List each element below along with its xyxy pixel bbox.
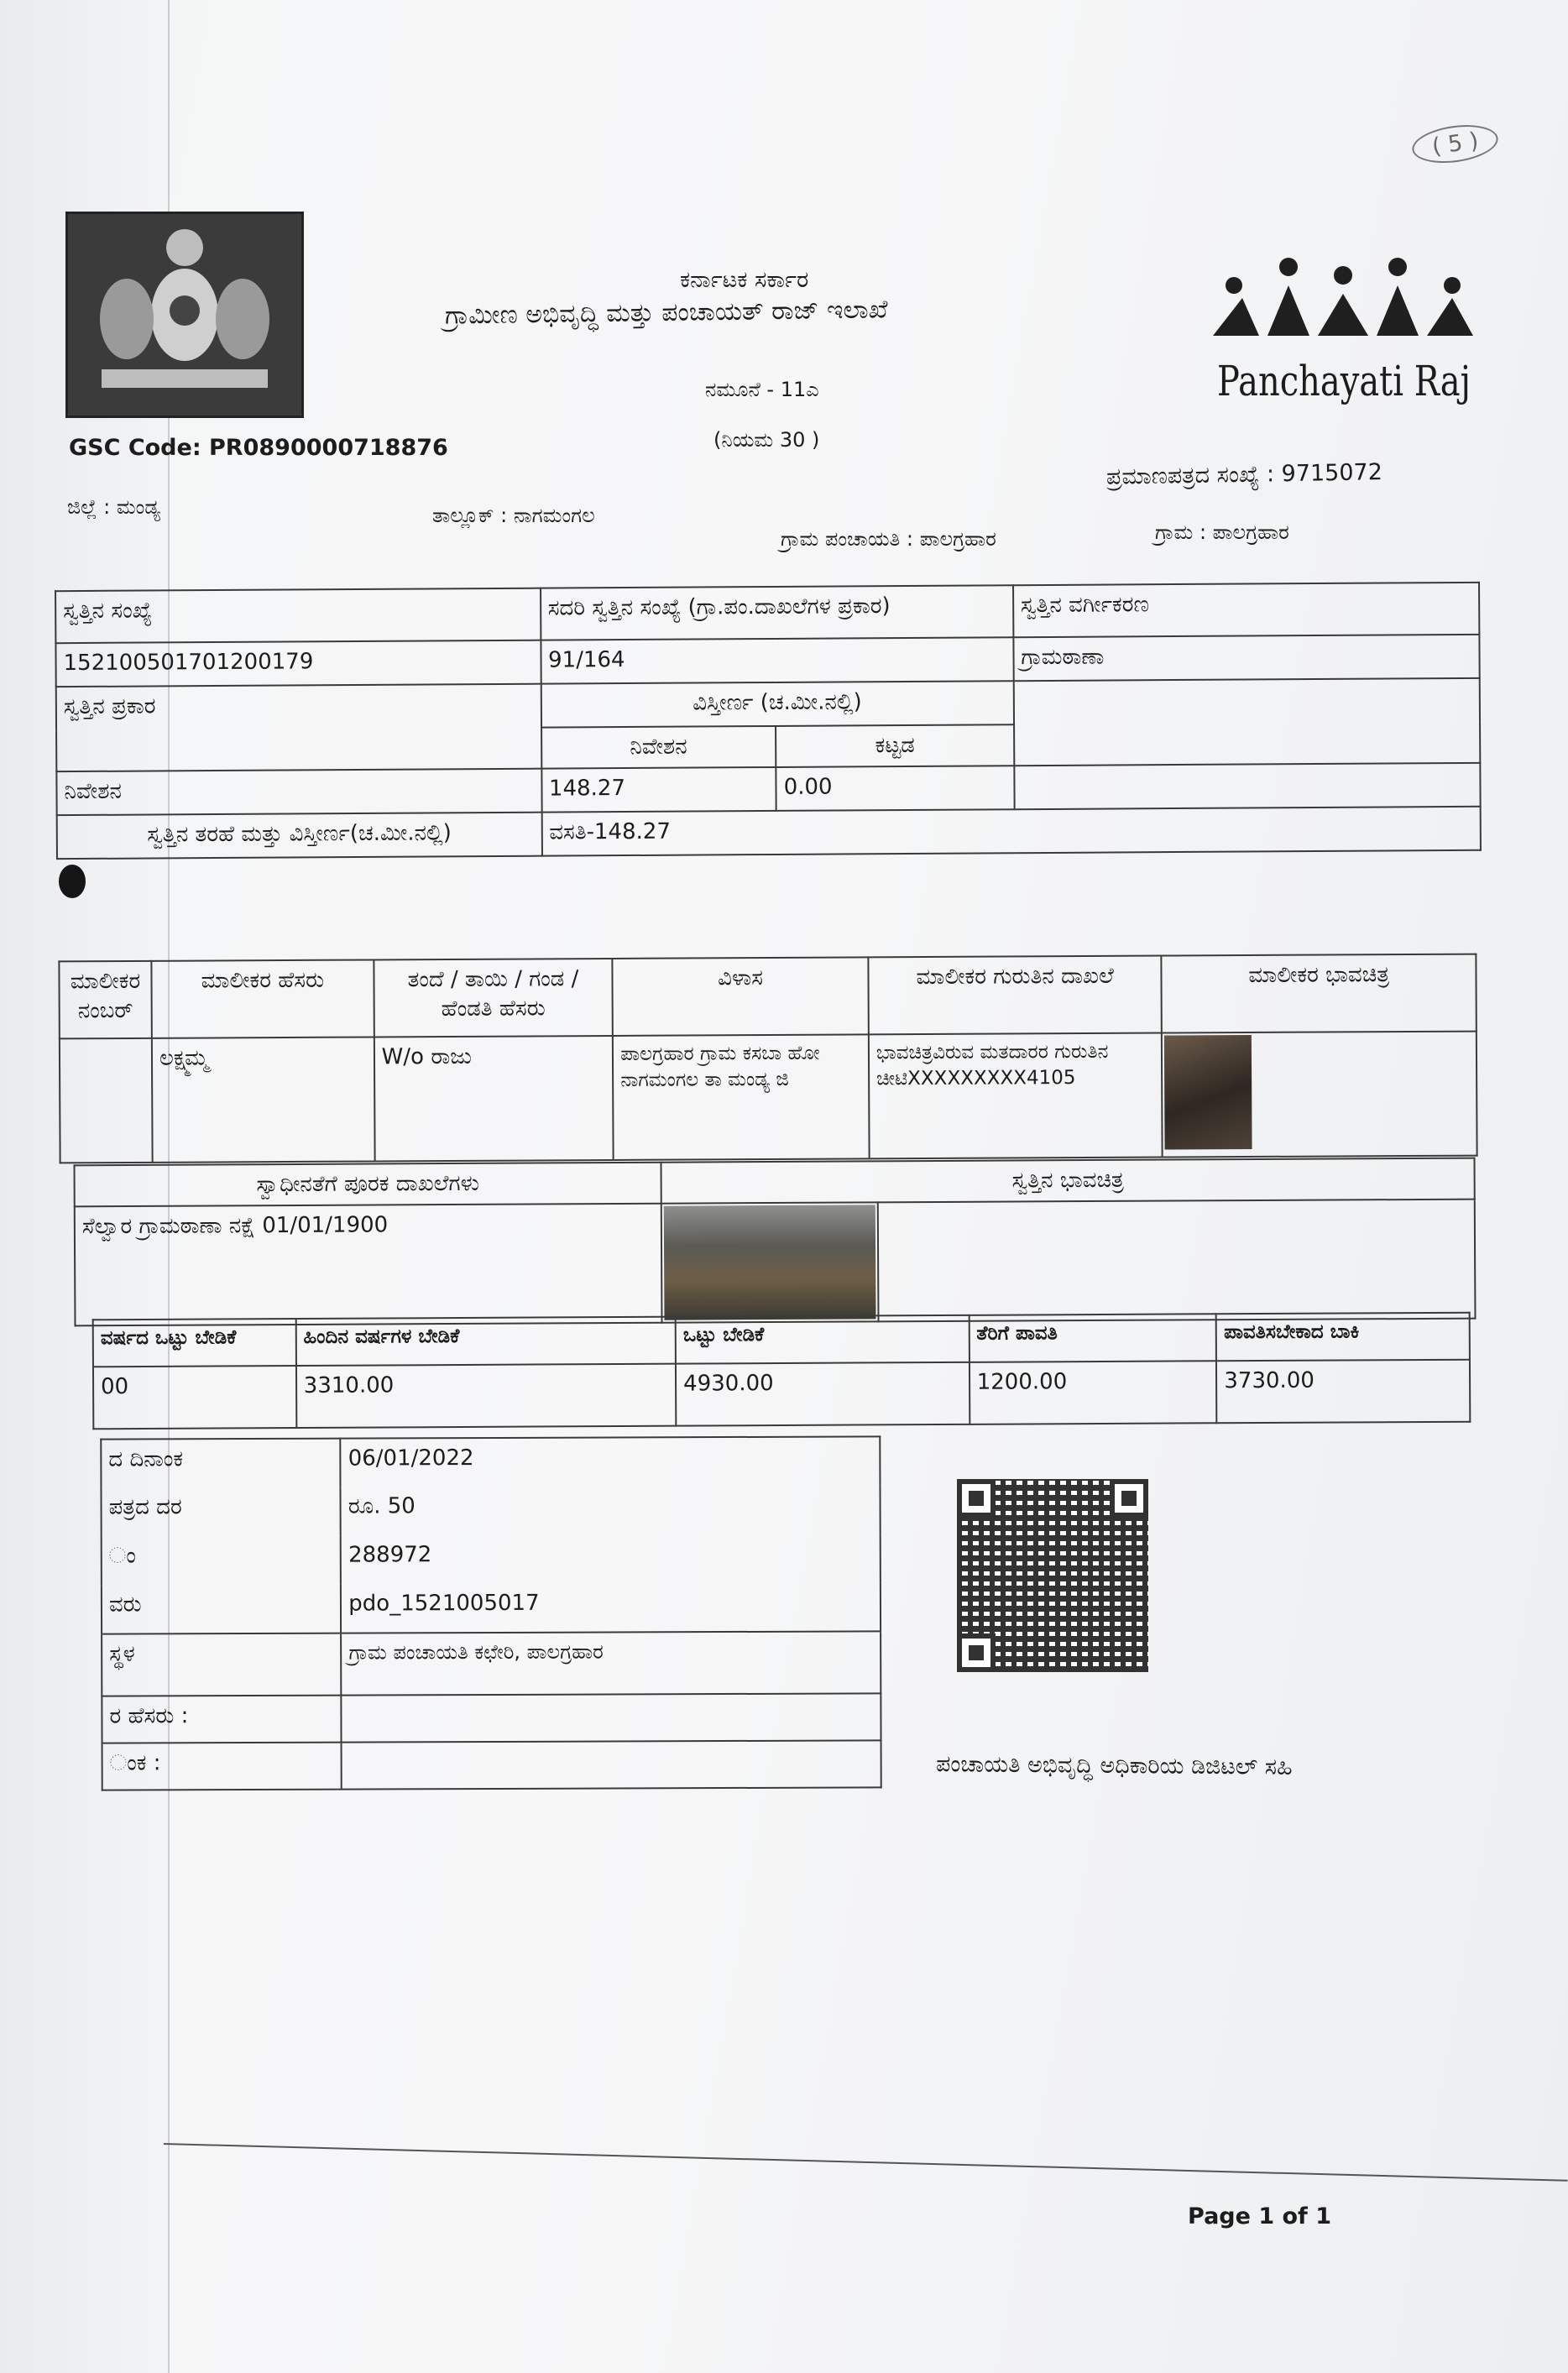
tax-paid: 1200.00 xyxy=(970,1361,1217,1424)
supporting-docs: ಸೆಲ್ವಾರ ಗ್ರಾಮಠಾಣಾ ನಕ್ಷೆ 01/01/1900 xyxy=(75,1204,662,1326)
taluk: ತಾಲ್ಲೂಕ್ : ನಾಗಮಂಗಲ xyxy=(432,504,595,527)
gsc-code: GSC Code: PR0890000718876 xyxy=(69,435,448,461)
owner-name: ಲಕ್ಷ್ಮಮ್ಮ xyxy=(152,1037,374,1162)
h-type-area: ಸ್ವತ್ತಿನ ತರಹೆ ಮತ್ತು ವಿಸ್ತೀರ್ಣ(ಚ.ಮೀ.ನಲ್ಲಿ) xyxy=(57,813,542,860)
h-tax-paid: ತೆರಿಗೆ ಪಾವತಿ xyxy=(969,1314,1216,1362)
h-building: ಕಟ್ಟಡ xyxy=(776,724,1014,767)
h-property-type: ಸ್ವತ್ತಿನ ಪ್ರಕಾರ xyxy=(56,684,541,772)
issuer-id: pdo_1521005017 xyxy=(341,1582,881,1633)
h-owner-photo: ಮಾಲೀಕರ ಭಾವಚಿತ್ರ xyxy=(1162,954,1477,1033)
owner-id: ಭಾವಚಿತ್ರವಿರುವ ಮತದಾರರ ಗುರುತಿನ ಚೀಟಿXXXXXXXXX4105 xyxy=(869,1033,1163,1159)
h-address: ವಿಳಾಸ xyxy=(613,957,869,1036)
total-demand: 4930.00 xyxy=(676,1362,970,1426)
punch-hole xyxy=(59,865,86,898)
tax-table xyxy=(92,1312,1471,1430)
owner-photo-cell xyxy=(1162,1032,1477,1158)
h-owner-name: ಮಾಲೀಕರ ಹೆಸರು xyxy=(151,959,374,1038)
certificate-number: ಪ್ರಮಾಣಪತ್ರದ ಸಂಖ್ಯೆ : 9715072 xyxy=(1105,459,1383,490)
old-number: 91/164 xyxy=(541,637,1014,683)
receipt-number: 288972 xyxy=(341,1534,881,1584)
owner-address: ಪಾಲಗ್ರಹಾರ ಗ್ರಾಮ ಕಸಬಾ ಹೋ ನಾಗಮಂಗಲ ತಾ ಮಂಡ್ಯ ಜಿ xyxy=(613,1034,869,1160)
property-photo-cell xyxy=(661,1202,879,1322)
property-photo xyxy=(664,1205,876,1320)
issue-table xyxy=(100,1435,881,1790)
gov-title: ಕರ್ನಾಟಕ ಸರ್ಕಾರ xyxy=(680,267,809,293)
digital-signature-label: ಪಂಚಾಯತಿ ಅಭಿವೃದ್ಧಿ ಅಧಿಕಾರಿಯ ಡಿಜಿಟಲ್ ಸಹಿ xyxy=(935,1751,1293,1780)
property-type: ನಿವೇಶನ xyxy=(56,769,541,816)
owner-no xyxy=(60,1038,153,1163)
owner-photo xyxy=(1164,1035,1252,1150)
property-number: 152100501701200179 xyxy=(55,640,541,687)
h-current-demand: ವರ್ಷದ ಒಟ್ಟು ಬೇಡಿಕೆ xyxy=(93,1319,296,1367)
h-balance: ಪಾವತಿಸಬೇಕಾದ ಬಾಕಿ xyxy=(1216,1313,1470,1362)
property-table xyxy=(55,582,1482,860)
h-site: ನಿವೇಶನ xyxy=(541,726,776,769)
h-previous-demand: ಹಿಂದಿನ ವರ್ಷಗಳ ಬೇಡಿಕೆ xyxy=(295,1317,676,1366)
h-classification: ಸ್ವತ್ತಿನ ವರ್ಗೀಕರಣ xyxy=(1013,583,1480,637)
label-receipt: ಂ xyxy=(102,1536,342,1586)
label-fee: ಪತ್ರದ ದರ xyxy=(101,1487,341,1537)
h-old-number: ಸದರಿ ಸ್ವತ್ತಿನ ಸಂಖ್ಯೆ (ಗ್ರಾ.ಪಂ.ದಾಖಲೆಗಳ ಪ್ರಕಾರ) xyxy=(541,585,1014,640)
district: ಜಿಲ್ಲೆ : ಮಂಡ್ಯ xyxy=(67,495,160,519)
qr-code-icon xyxy=(957,1479,1148,1672)
issue-place: ಗ್ರಾಮ ಪಂಚಾಯತಿ ಕಛೇರಿ, ಪಾಲಗ್ರಹಾರ xyxy=(341,1631,881,1695)
village: ಗ್ರಾಮ : ಪಾಲಗ್ರಹಾರ xyxy=(1155,520,1289,544)
department-title: ಗ್ರಾಮೀಣ ಅಭಿವೃದ್ಧಿ ಮತ್ತು ಪಂಚಾಯತ್ ರಾಜ್ ಇಲಾಖೆ xyxy=(444,295,888,331)
label-mobile: ಂಕ : xyxy=(102,1743,342,1790)
issue-fee: ರೂ. 50 xyxy=(341,1485,881,1535)
mobile-value xyxy=(342,1740,881,1789)
classification: ಗ್ರಾಮಠಾಣಾ xyxy=(1013,635,1480,681)
label-place: ಸ್ಥಳ xyxy=(102,1633,342,1696)
balance: 3730.00 xyxy=(1216,1360,1470,1424)
panchayati-raj-logo-icon xyxy=(1209,252,1477,353)
form-number: ನಮೂನೆ - 11ಎ xyxy=(705,378,819,401)
empty-cell xyxy=(1013,678,1480,766)
empty-cell xyxy=(1014,763,1481,809)
page-number: Page 1 of 1 xyxy=(1188,2203,1331,2229)
building-area: 0.00 xyxy=(776,766,1015,811)
karnataka-emblem-icon xyxy=(65,212,304,418)
name-value xyxy=(342,1693,881,1742)
issue-date: 06/01/2022 xyxy=(341,1436,881,1487)
previous-demand: 3310.00 xyxy=(296,1364,677,1428)
label-issuer: ವರು xyxy=(102,1585,342,1634)
h-docs: ಸ್ವಾಧೀನತೆಗೆ ಪೂರಕ ದಾಖಲೆಗಳು xyxy=(75,1163,661,1207)
empty-cell xyxy=(878,1200,1476,1322)
h-owner-no: ಮಾಲೀಕರ ನಂಬರ್ xyxy=(59,961,151,1039)
current-demand: 00 xyxy=(93,1366,296,1429)
h-property-photo: ಸ್ವತ್ತಿನ ಭಾವಚಿತ್ರ xyxy=(661,1158,1475,1204)
gram-panchayat: ಗ್ರಾಮ ಪಂಚಾಯತಿ : ಪಾಲಗ್ರಹಾರ xyxy=(781,527,996,551)
owner-table xyxy=(58,954,1477,1164)
site-area: 148.27 xyxy=(541,767,776,813)
footer-rule xyxy=(164,2143,1567,2182)
h-total-demand: ಒಟ್ಟು ಬೇಡಿಕೆ xyxy=(676,1315,970,1364)
h-area: ವಿಸ್ತೀರ್ಣ (ಚ.ಮೀ.ನಲ್ಲಿ) xyxy=(541,681,1014,727)
owner-relation: W/o ರಾಜು xyxy=(374,1036,614,1161)
corner-mark: ( 5 ) xyxy=(1410,120,1501,168)
label-name: ರ ಹೆಸರು : xyxy=(102,1696,342,1743)
logo-text: Panchayati Raj xyxy=(1217,357,1471,405)
type-area: ವಸತಿ-148.27 xyxy=(541,807,1481,856)
rule-number: (ನಿಯಮ 30 ) xyxy=(713,428,820,452)
h-property-number: ಸ್ವತ್ತಿನ ಸಂಖ್ಯೆ xyxy=(55,588,541,644)
h-id-doc: ಮಾಲೀಕರ ಗುರುತಿನ ದಾಖಲೆ xyxy=(868,956,1162,1035)
evidence-table xyxy=(74,1158,1477,1327)
h-relation: ತಂದೆ / ತಾಯಿ / ಗಂಡ / ಹೆಂಡತಿ ಹೆಸರು xyxy=(374,959,613,1037)
label-date: ದ ದಿನಾಂಕ xyxy=(101,1439,341,1488)
